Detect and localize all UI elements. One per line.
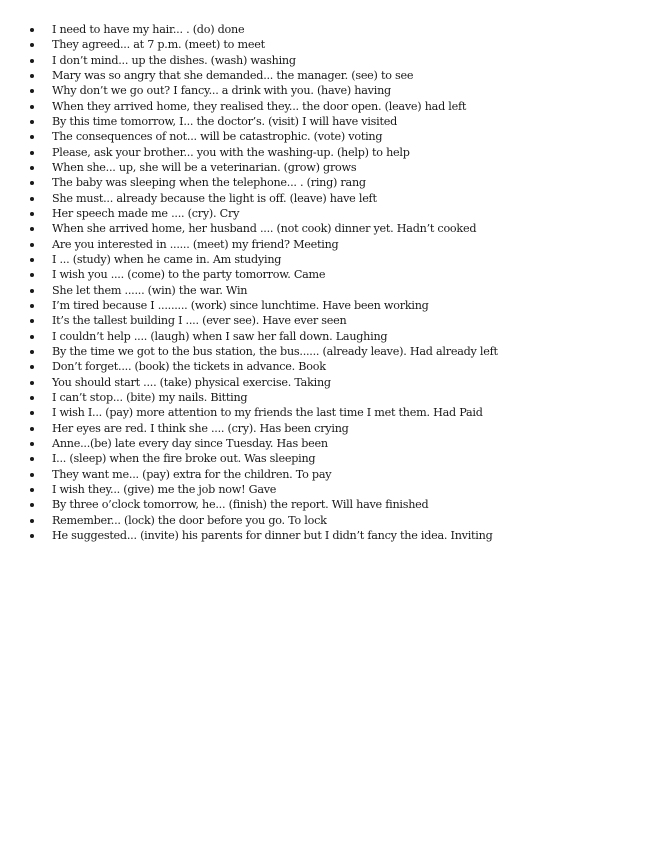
list-item bbox=[28, 68, 638, 83]
list-item bbox=[28, 482, 638, 497]
list-item-text: By three o’clock tomorrow, he... (finish) the report. Will have finished bbox=[52, 498, 429, 512]
list-item bbox=[28, 221, 638, 236]
list-item bbox=[28, 298, 638, 313]
list-item bbox=[28, 252, 638, 267]
bullet-icon bbox=[30, 304, 34, 308]
list-item-text: When she... up, she will be a veterinarian. (grow) grows bbox=[52, 160, 357, 174]
list-item bbox=[28, 513, 638, 528]
list-item-text: I... (sleep) when the fire broke out. Was sleeping bbox=[52, 452, 316, 466]
list-item bbox=[28, 375, 638, 390]
list-item-text: The consequences of not... will be catastrophic. (vote) voting bbox=[52, 130, 383, 144]
bullet-icon bbox=[30, 503, 34, 507]
list-item-text: She let them ...... (win) the war. Win bbox=[52, 283, 248, 297]
bullet-icon bbox=[30, 350, 34, 354]
bullet-icon bbox=[30, 473, 34, 477]
list-item bbox=[28, 421, 638, 436]
list-item bbox=[28, 405, 638, 420]
bullet-icon bbox=[30, 227, 34, 231]
bullet-icon bbox=[30, 212, 34, 216]
bullet-icon bbox=[30, 181, 34, 185]
list-item-text: It’s the tallest building I .... (ever see). Have ever seen bbox=[52, 314, 347, 328]
list-item-text: I don’t mind... up the dishes. (wash) washing bbox=[52, 53, 296, 67]
list-item-text: When they arrived home, they realised they... the door open. (leave) had left bbox=[52, 99, 467, 113]
bullet-icon bbox=[30, 59, 34, 63]
exercise-list bbox=[28, 22, 638, 543]
bullet-icon bbox=[30, 120, 34, 124]
list-item-text: I wish they... (give) me the job now! Gave bbox=[52, 482, 277, 496]
bullet-icon bbox=[30, 273, 34, 277]
list-item-text: Are you interested in ...... (meet) my friend? Meeting bbox=[52, 237, 339, 251]
list-item bbox=[28, 114, 638, 129]
list-item bbox=[28, 344, 638, 359]
list-item-text: Remember... (lock) the door before you go. To lock bbox=[52, 513, 327, 527]
bullet-icon bbox=[30, 457, 34, 461]
list-item-text: She must... already because the light is off. (leave) have left bbox=[52, 191, 377, 205]
bullet-icon bbox=[30, 442, 34, 446]
list-item-text: You should start .... (take) physical exercise. Taking bbox=[52, 375, 331, 389]
list-item bbox=[28, 436, 638, 451]
bullet-icon bbox=[30, 427, 34, 431]
bullet-icon bbox=[30, 43, 34, 47]
bullet-icon bbox=[30, 411, 34, 415]
bullet-icon bbox=[30, 197, 34, 201]
list-item bbox=[28, 129, 638, 144]
list-item-text: Don’t forget.... (book) the tickets in advance. Book bbox=[52, 360, 326, 374]
list-item bbox=[28, 191, 638, 206]
list-item bbox=[28, 175, 638, 190]
bullet-icon bbox=[30, 135, 34, 139]
bullet-icon bbox=[30, 151, 34, 155]
list-item bbox=[28, 53, 638, 68]
list-item bbox=[28, 267, 638, 282]
bullet-icon bbox=[30, 243, 34, 247]
list-item bbox=[28, 22, 638, 37]
list-item bbox=[28, 329, 638, 344]
list-item-text: I wish I... (pay) more attention to my friends the last time I met them. Had Paid bbox=[52, 406, 483, 420]
list-item bbox=[28, 283, 638, 298]
list-item-text: By the time we got to the bus station, the bus...... (already leave). Had already left bbox=[52, 344, 498, 358]
list-item-text: By this time tomorrow, I... the doctor’s. (visit) I will have visited bbox=[52, 114, 398, 128]
bullet-icon bbox=[30, 365, 34, 369]
list-item bbox=[28, 313, 638, 328]
list-item bbox=[28, 160, 638, 175]
list-item bbox=[28, 467, 638, 482]
list-item-text: They agreed... at 7 p.m. (meet) to meet bbox=[52, 38, 265, 52]
bullet-icon bbox=[30, 488, 34, 492]
list-item-text: Mary was so angry that she demanded... the manager. (see) to see bbox=[52, 68, 414, 82]
list-item bbox=[28, 99, 638, 114]
list-item-text: I ... (study) when he came in. Am studying bbox=[52, 252, 282, 266]
list-item-text: He suggested... (invite) his parents for dinner but I didn’t fancy the idea. Inviting bbox=[52, 528, 493, 542]
list-item bbox=[28, 359, 638, 374]
list-item bbox=[28, 83, 638, 98]
bullet-icon bbox=[30, 381, 34, 385]
list-item-text: I couldn’t help .... (laugh) when I saw her fall down. Laughing bbox=[52, 329, 388, 343]
list-item bbox=[28, 206, 638, 221]
bullet-icon bbox=[30, 534, 34, 538]
list-item bbox=[28, 390, 638, 405]
bullet-icon bbox=[30, 319, 34, 323]
list-item bbox=[28, 237, 638, 252]
list-item-text: They want me... (pay) extra for the children. To pay bbox=[52, 467, 332, 481]
list-item-text: Please, ask your brother... you with the washing-up. (help) to help bbox=[52, 145, 410, 159]
list-item-text: Her speech made me .... (cry). Cry bbox=[52, 206, 240, 220]
list-item-text: When she arrived home, her husband .... (not cook) dinner yet. Hadn’t cooked bbox=[52, 222, 477, 236]
list-item-text: Why don’t we go out? I fancy... a drink with you. (have) having bbox=[52, 84, 391, 98]
list-item-text: The baby was sleeping when the telephone... . (ring) rang bbox=[52, 176, 366, 190]
bullet-icon bbox=[30, 74, 34, 78]
bullet-icon bbox=[30, 166, 34, 170]
bullet-icon bbox=[30, 105, 34, 109]
list-item-text: I can’t stop... (bite) my nails. Bitting bbox=[52, 390, 248, 404]
list-item-text: Anne...(be) late every day since Tuesday. Has been bbox=[52, 436, 328, 450]
list-item-text: I need to have my hair... . (do) done bbox=[52, 23, 245, 36]
list-item-text: Her eyes are red. I think she .... (cry). Has been crying bbox=[52, 421, 349, 435]
bullet-icon bbox=[30, 289, 34, 293]
bullet-icon bbox=[30, 28, 34, 32]
bullet-icon bbox=[30, 89, 34, 93]
list-item-text: I wish you .... (come) to the party tomorrow. Came bbox=[52, 268, 326, 282]
list-item bbox=[28, 145, 638, 160]
list-item bbox=[28, 37, 638, 52]
bullet-icon bbox=[30, 519, 34, 523]
list-item bbox=[28, 497, 638, 512]
list-item bbox=[28, 528, 638, 543]
bullet-icon bbox=[30, 335, 34, 339]
list-item-text: I’m tired because I ......... (work) since lunchtime. Have been working bbox=[52, 298, 429, 312]
list-item bbox=[28, 451, 638, 466]
bullet-icon bbox=[30, 396, 34, 400]
bullet-icon bbox=[30, 258, 34, 262]
